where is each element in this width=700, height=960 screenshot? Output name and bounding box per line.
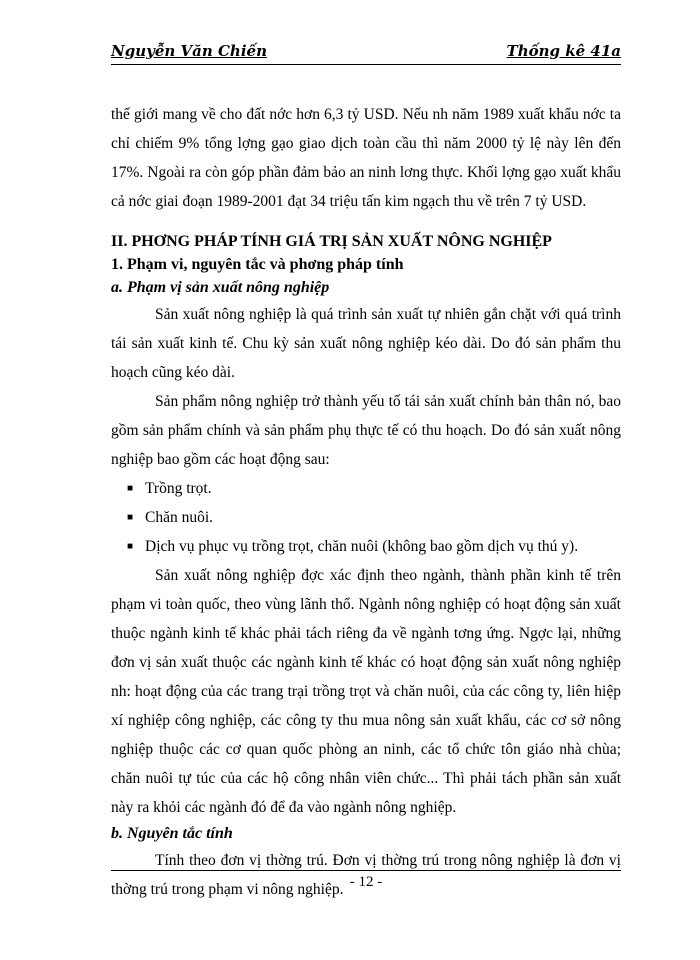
document-body xyxy=(111,100,621,904)
footer-divider xyxy=(111,870,621,871)
list-item-text: Chăn nuôi. xyxy=(145,509,214,526)
subsection-heading-a: a. Phạm vị sản xuất nông nghiệp xyxy=(111,279,330,296)
paragraph-production-scope: Sản xuất nông nghiệp đợc xác định theo ngành, thành phần kinh tế trên phạm vi toàn quốc, theo vùng lãnh thổ. Ngành nông nghiệp có hoạt động sản xuất thuộc ngành kinh tế khác phải tách riêng đa về ngành tơng ứng. Ngợc lại, những đơn vị sản xuất thuộc các ngành kinh tế khác có hoạt động sản xuất nông nghiệp nh: hoạt động của các trang trại trồng trọt và chăn nuôi, của các công ty, liên hiệp xí nghiệp công nghiệp, các công ty thu mua nông sản xuất khẩu, các cơ sở nông nghiệp thuộc các cơ quan quốc phòng an ninh, các tổ chức tôn giáo nhà chùa; chăn nuôi tự túc của các hộ công nhân viên chức... Thì phải tách phần sản xuất này ra khỏi các ngành đó để đa vào ngành nông nghiệp. xyxy=(111,567,621,816)
list-item-text: Trồng trọt. xyxy=(145,480,212,497)
paragraph-resident-unit: Tính theo đơn vị thờng trú. Đơn vị thờng trú trong nông nghiệp là đơn vị thờng trú trong phạm vi nông nghiệp. xyxy=(111,852,621,898)
paragraph-rice-export: thế giới mang về cho đất nớc hơn 6,3 tỷ USD. Nếu nh năm 1989 xuất khẩu nớc ta chỉ chiếm 9% tổng lợng gạo giao dịch toàn cầu thì năm 2000 tỷ lệ này lên đến 17%. Ngoài ra còn góp phần đảm bảo an ninh lơng thực. Khối lợng gạo xuất khẩu cả nớc giai đoạn 1989-2001 đạt 34 triệu tấn kim ngạch thu về trên 7 tỷ USD. xyxy=(111,106,621,210)
list-item-text: Dịch vụ phục vụ trồng trọt, chăn nuôi (không bao gồm dịch vụ thú y). xyxy=(145,538,579,555)
header-class: Thống kê 41a xyxy=(506,42,621,60)
header-author: Nguyễn Văn Chiến xyxy=(111,42,267,60)
page-header xyxy=(111,40,621,65)
list-item xyxy=(111,503,621,532)
section-heading-ii: II. PHƠNG PHÁP TÍNH GIÁ TRỊ SẢN XUẤT NÔNG NGHIỆP xyxy=(111,233,552,250)
subsection-heading-1: 1. Phạm vi, nguyên tắc và phơng pháp tính xyxy=(111,256,404,273)
subsection-heading-b: b. Nguyên tắc tính xyxy=(111,825,233,842)
page-number: - 12 - xyxy=(349,874,383,890)
paragraph-production-products: Sản phẩm nông nghiệp trở thành yếu tố tái sản xuất chính bản thân nó, bao gồm sản phẩm chính và sản phẩm phụ thực tế có thu hoạch. Do đó sản xuất nông nghiệp bao gồm các hoạt động sau: xyxy=(111,393,621,468)
paragraph-production-definition: Sản xuất nông nghiệp là quá trình sản xuất tự nhiên gắn chặt với quá trình tái sản xuất kinh tế. Chu kỳ sản xuất nông nghiệp kéo dài. Do đó sản phẩm thu hoạch cũng kéo dài. xyxy=(111,306,621,381)
square-bullet-icon: ■ xyxy=(127,512,134,523)
square-bullet-icon: ■ xyxy=(127,483,134,494)
list-item xyxy=(111,474,621,503)
list-item xyxy=(111,532,621,561)
square-bullet-icon: ■ xyxy=(127,541,134,552)
